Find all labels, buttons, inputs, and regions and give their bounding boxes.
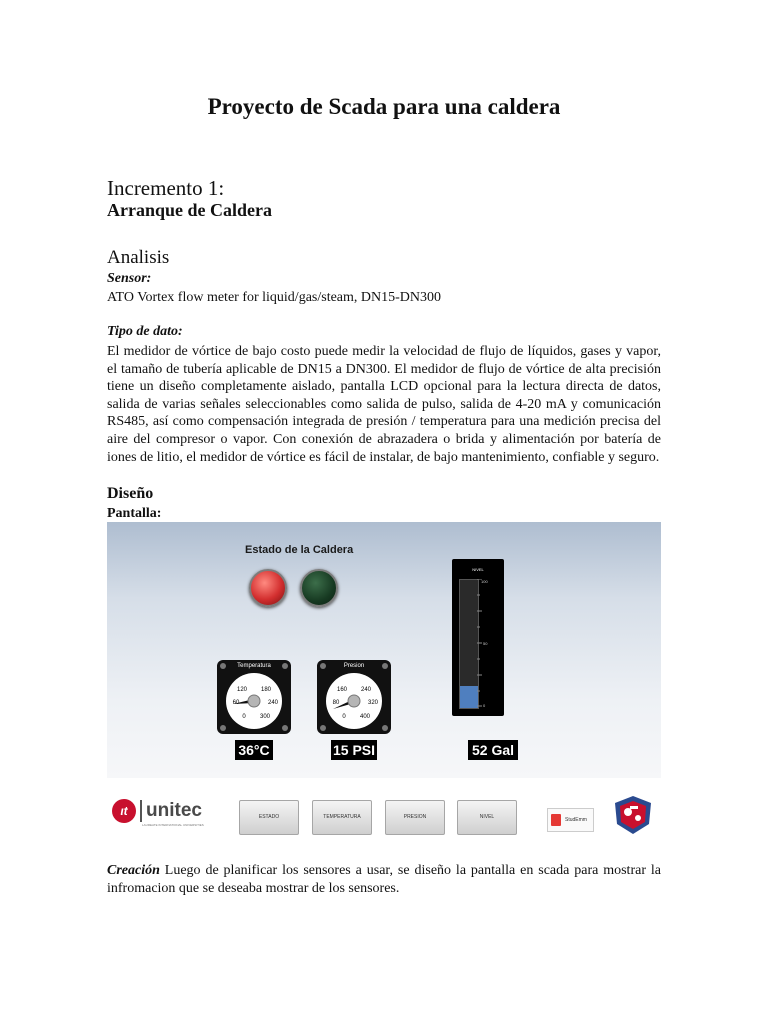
temperature-value: 36°C [235, 740, 273, 760]
design-heading: Diseño [107, 485, 154, 502]
tick-label-320: 320 [367, 700, 379, 706]
tick-label-400: 400 [359, 714, 371, 720]
tick-label-120: 120 [236, 687, 248, 693]
tick-label-240: 240 [267, 700, 279, 706]
unitec-logo-tagline: LAUREATE INTERNATIONAL UNIVERSITIES [142, 823, 204, 827]
creation-text: Luego de planificar los sensores a usar, se diseño la pantalla en scada para mostrar la infromacion que se deseaba mostrar de los sensores. [107, 863, 661, 896]
screen-label: Pantalla: [107, 506, 162, 521]
status-led-green[interactable] [300, 569, 338, 607]
tank-mid-label: 50 [483, 641, 488, 646]
temperature-gauge [217, 660, 291, 734]
data-type-label: Tipo de dato: [107, 324, 183, 339]
temperatura-button[interactable]: TEMPERATURA [312, 800, 372, 835]
creation-label: Creación [107, 863, 160, 878]
tank-low-label: 0 [483, 703, 486, 708]
tank-fill [460, 686, 478, 708]
data-type-paragraph: El medidor de vórtice de bajo costo puede medir la velocidad de flujo de líquidos, gases y vapor, el tamaño de tubería aplicable de DN15 a DN300. El medidor de flujo de vórtice de alta precisión tiene un diseño completamente aislado, pantalla LCD opcional para la lectura directa de datos, salida de varias señales seleccionables como salida de pulso, salida de 4-20 mA y comunicación RS485, así como compensación integrada de presión / temperatura para una medición precisa del aire del compresor o vapor. Con conexión de abrazadera o brida y alimentación por batería de iones de litio, el medidor de vórtice es fácil de instalar, de bajo mantenimiento, confiable y seguro. [107, 344, 661, 465]
studio-icon [551, 814, 561, 826]
tick-label-0: 0 [342, 714, 346, 720]
tick-label-300: 300 [259, 714, 271, 720]
pressure-dial [324, 671, 384, 731]
unitec-logo-icon: ιt [112, 799, 136, 823]
tick-label-0: 0 [242, 714, 246, 720]
nivel-button[interactable]: NIVEL [457, 800, 517, 835]
analysis-heading: Analisis [107, 247, 170, 268]
tank-level-indicator [452, 559, 504, 716]
pressure-value: 15 PSI [332, 742, 376, 758]
status-led-red[interactable] [249, 569, 287, 607]
tank-name: NIVEL [472, 567, 484, 572]
tank-value: 52 Gal [468, 740, 518, 760]
temperature-dial [224, 671, 284, 731]
tick-label-180: 180 [260, 687, 272, 693]
document-title: Proyecto de Scada para una caldera [207, 94, 561, 119]
increment-subtitle: Arranque de Caldera [107, 200, 272, 220]
unitec-logo [112, 799, 204, 827]
sensor-label: Sensor: [107, 271, 152, 286]
scada-screen [107, 522, 661, 827]
shield-logo-icon [612, 794, 654, 836]
increment-heading: Incremento 1: [107, 176, 225, 200]
pressure-gauge [317, 660, 391, 734]
tick-label-240: 240 [360, 687, 372, 693]
tank-tube [459, 579, 479, 709]
creation-paragraph [107, 862, 661, 898]
tank-top-label: 100 [481, 579, 488, 584]
tick-label-80: 80 [332, 700, 340, 706]
status-title: Estado de la Caldera [245, 544, 354, 556]
presion-button[interactable]: PRESION [385, 800, 445, 835]
temperature-gauge-name: Temperatura [237, 663, 271, 669]
studio-label: StudEmm [565, 817, 587, 823]
studio-badge[interactable] [547, 808, 594, 832]
tick-label-160: 160 [336, 687, 348, 693]
sensor-value: ATO Vortex flow meter for liquid/gas/steam, DN15-DN300 [107, 290, 442, 305]
tick-label-60: 60 [232, 700, 240, 706]
estado-button[interactable]: ESTADO [239, 800, 299, 835]
unitec-logo-text: unitec [146, 800, 202, 821]
pressure-gauge-name: Presion [343, 663, 365, 669]
